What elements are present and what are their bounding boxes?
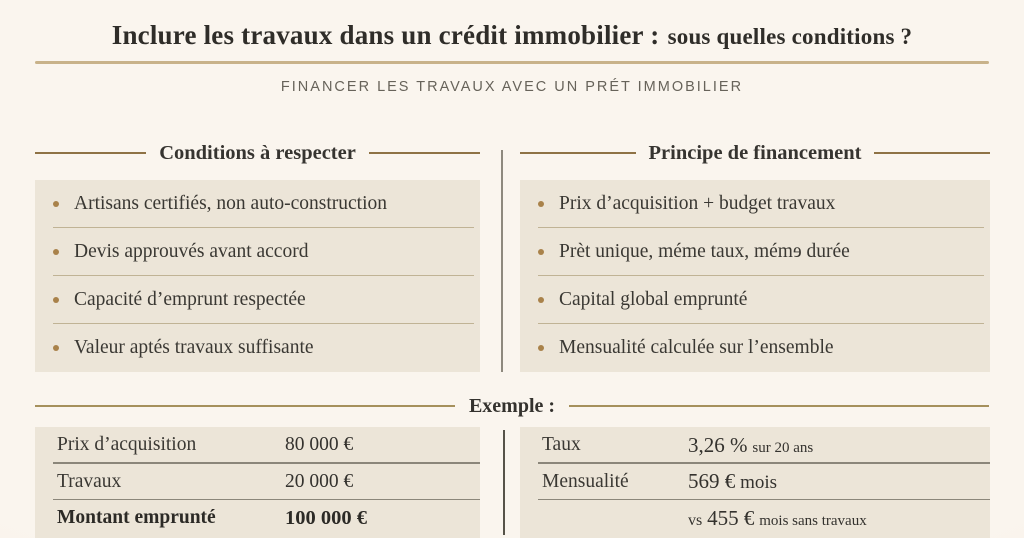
bullet-dot-icon — [538, 249, 544, 255]
decorative-line — [874, 152, 990, 154]
bullet-dot-icon — [538, 345, 544, 351]
list-item-label: Capacité d’emprunt respectée — [74, 289, 306, 310]
list-item — [35, 180, 480, 228]
monthly-payment-unit: mois — [740, 472, 778, 494]
table-row-total — [35, 500, 480, 537]
row-value: 100 000 € — [285, 506, 367, 529]
list-item — [520, 324, 990, 372]
list-item-label: Prèt unique, méme taux, mémɘ durée — [559, 241, 850, 262]
list-item — [35, 276, 480, 324]
bullet-dot-icon — [53, 249, 59, 255]
row-value — [688, 433, 813, 458]
list-item-label: Devis approuvés avant accord — [74, 241, 309, 262]
decorative-line — [35, 405, 455, 407]
page-subtitle: FINANCER LES TRAVAUX AVEC UN PRÉT IMMOBILIER — [280, 79, 744, 95]
list-item-label: Mensualité calculée sur l’ensemble — [559, 337, 834, 358]
table-row — [520, 464, 990, 501]
bullet-dot-icon — [53, 201, 59, 207]
example-terms-table — [520, 427, 990, 538]
decorative-line — [369, 152, 480, 154]
list-item-label: Valeur aptés travaux suffisante — [74, 337, 314, 358]
monthly-payment-value: 569 € — [688, 469, 736, 494]
table-row — [520, 500, 990, 537]
row-label: Travaux — [57, 470, 122, 492]
table-row — [35, 464, 480, 501]
page-title — [0, 16, 1024, 51]
list-item — [35, 228, 480, 276]
page-title-sub: sous quelles conditions ? — [667, 24, 913, 49]
column-divider — [501, 150, 503, 372]
comparison-prefix: vs — [688, 511, 703, 529]
list-item — [520, 276, 990, 324]
rate-duration: sur 20 ans — [752, 439, 814, 456]
title-divider-rule — [35, 61, 989, 64]
list-item — [520, 228, 990, 276]
example-amounts-table — [35, 427, 480, 538]
bullet-dot-icon — [538, 201, 544, 207]
table-row — [35, 427, 480, 464]
example-section-header — [35, 393, 989, 419]
row-value: 20 000 € — [285, 470, 354, 492]
list-item — [35, 324, 480, 372]
row-label: Taux — [542, 434, 581, 456]
list-item-label: Artisans certifiés, non auto-construction — [74, 193, 387, 214]
row-value — [688, 506, 867, 531]
left-section-header — [35, 140, 480, 166]
comparison-suffix: mois sans travaux — [759, 512, 867, 529]
row-label: Prix d’acquisition — [57, 434, 197, 456]
row-value — [688, 469, 777, 494]
list-item-label: Prix d’acquisition + budget travaux — [559, 193, 836, 214]
list-item — [520, 180, 990, 228]
decorative-line — [520, 152, 636, 154]
comparison-value: 455 € — [707, 505, 755, 530]
list-item-label: Capital global emprunté — [559, 289, 748, 310]
right-section-heading: Principe de financement — [648, 141, 862, 164]
row-label: Montant emprunté — [57, 507, 216, 529]
right-section-header — [520, 140, 990, 166]
decorative-line — [35, 152, 146, 154]
bullet-dot-icon — [538, 297, 544, 303]
bullet-dot-icon — [53, 297, 59, 303]
conditions-card — [35, 180, 480, 372]
example-heading: Exemple : — [468, 394, 556, 417]
decorative-line — [569, 405, 989, 407]
financing-card — [520, 180, 990, 372]
row-label: Mensualité — [542, 470, 629, 492]
page-title-main: Inclure les travaux dans un crédit immobilier : — [111, 20, 660, 50]
rate-value: 3,26 % — [688, 432, 748, 457]
left-section-heading: Conditions à respecter — [159, 141, 356, 164]
bullet-dot-icon — [53, 345, 59, 351]
table-row — [520, 427, 990, 464]
table-divider — [503, 430, 505, 535]
row-value: 80 000 € — [285, 434, 354, 456]
